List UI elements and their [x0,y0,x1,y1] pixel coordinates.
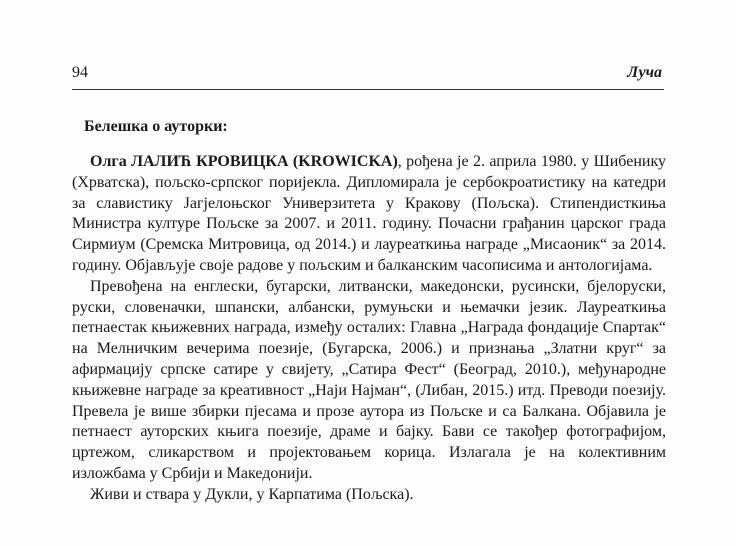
paragraph-bio-text: , рођена је 2. априла 1980. у Шибенику (Хрватска), пољско-српског поријекла. Дипломирала је сербокроатистику на катедри за славистику Јагјелоњског Универзитета у Кракову (Пољска). Стипендисткиња Министра културе Пољске за 2007. и 2011. годину. Почасни грађанин царског града Сирмиум (Сремска Митровица, од 2014.) и лауреаткиња награде „Мисаоник“ за 2014. годину. Објављује своје радове у пољским и балканским часописима и антологијама. [72,153,667,274]
body-text [72,152,666,506]
author-name: Олга ЛАЛИЋ КРОВИЦКА (KROWICKA) [90,153,398,170]
section-heading: Белешка о ауторки: [84,118,228,135]
header-rule [72,89,664,90]
page-number: 94 [72,64,88,81]
page-header [72,64,662,86]
paragraph-bio [72,152,666,277]
paragraph-residence: Живи и ствара у Дукли, у Карпатима (Пољска). [90,485,414,503]
paragraph-translations: Превођена на енглески, бугарски, литвански, македонски, русински, бјелоруски, руски, словеначки, шпански, албански, румуњски и њемачки језик. Лауреаткиња петнаестак књижевних награда, између осталих: Главна „Награда фондације Спартак“ на Мелничким вечерима поезије, (Бугарска, 2006.) и признања „Златни круг“ за афирмацију српске сатире у свијету, „Сатира Фест“ (Београд, 2010.), међународне књижевне награде за креативност „Наји Најман“, (Либан, 2015.) итд. Преводи поезију. Превела је више збирки пјесама и прозе аутора из Пољске и са Балкана. Објавила је петнаест ауторских књига поезије, драме и бајку. Бави се такођер фотографијом, цртежом, сликарством и пројектовањем корица. Излагала је на колективним изложбама у Србији и Македонији. [72,277,666,482]
running-title: Луча [627,64,662,81]
